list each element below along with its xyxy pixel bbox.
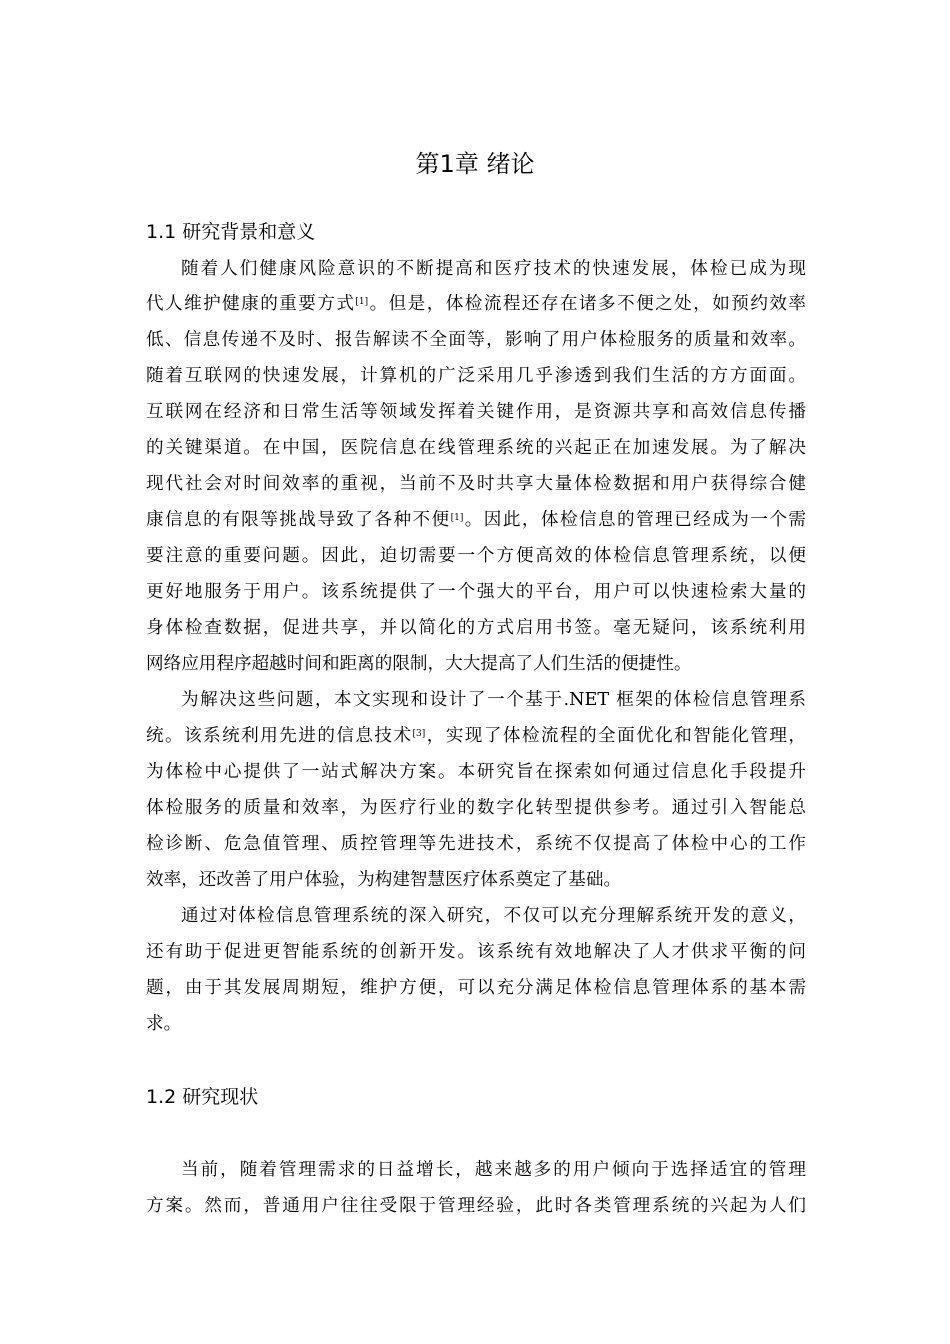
paragraph-line: 当前，随着管理需求的日益增长，越来越多的用户倾向于选择适宜的管理 <box>181 1160 806 1180</box>
paragraph-line: 体检服务的质量和效率，为医疗行业的数字化转型提供参考。通过引入智能总 <box>146 798 806 818</box>
paragraph-line: 方案。然而，普通用户往往受限于管理经验，此时各类管理系统的兴起为人们 <box>146 1196 806 1216</box>
paragraph-line: 更好地服务于用户。该系统提供了一个强大的平台，用户可以快速检索大量的 <box>146 582 806 602</box>
paragraph-line: 低、信息传递不及时、报告解读不全面等，影响了用户体检服务的质量和效率。 <box>146 330 806 350</box>
paragraph-line <box>146 292 806 316</box>
citation-ref[interactable]: [1] <box>355 297 369 307</box>
paragraph-line: 题，由于其发展周期短，维护方便，可以充分满足体检信息管理体系的基本需 <box>146 978 806 998</box>
paragraph-line: 要注意的重要问题。因此，迫切需要一个方便高效的体检信息管理系统，以便 <box>146 546 806 566</box>
paragraph-line: 身体检查数据，促进共享，并以简化的方式启用书签。毫无疑问，该系统利用 <box>146 618 806 638</box>
citation-ref[interactable]: [3] <box>412 729 426 739</box>
paragraph-line: 为解决这些问题，本文实现和设计了一个基于.NET 框架的体检信息管理系 <box>181 690 806 710</box>
text-run: 康信息的有限等挑战导致了各种不便 <box>146 510 451 530</box>
paragraph-line: 随着人们健康风险意识的不断提高和医疗技术的快速发展，体检已成为现 <box>181 259 806 279</box>
paragraph-line: 网络应用程序超越时间和距离的限制，大大提高了人们生活的便捷性。 <box>146 654 692 674</box>
section-heading-1-1: 1.1 研究背景和意义 <box>146 221 316 243</box>
paragraph-line: 效率，还改善了用户体验，为构建智慧医疗体系奠定了基础。 <box>146 870 622 890</box>
chapter-title: 第1章 绪论 <box>415 150 535 178</box>
text-run: ，实现了体检流程的全面优化和智能化管理， <box>425 726 806 746</box>
paragraph-line: 的关键渠道。在中国，医院信息在线管理系统的兴起正在加速发展。为了解决 <box>146 438 806 458</box>
paragraph-line: 为体检中心提供了一站式解决方案。本研究旨在探索如何通过信息化手段提升 <box>146 762 806 782</box>
text-run: 统。该系统利用先进的信息技术 <box>146 726 413 746</box>
paragraph-line <box>146 508 806 532</box>
paragraph-line <box>146 724 806 748</box>
paragraph-line: 随着互联网的快速发展，计算机的广泛采用几乎渗透到我们生活的方方面面。 <box>146 366 806 386</box>
text-run: 。但是，体检流程还存在诸多不便之处，如预约效率 <box>368 294 806 314</box>
paragraph-line: 求。 <box>146 1014 182 1034</box>
citation-ref[interactable]: [1] <box>450 513 464 523</box>
paragraph-line: 还有助于促进更智能系统的创新开发。该系统有效地解决了人才供求平衡的问 <box>146 942 806 962</box>
text-run: 代人维护健康的重要方式 <box>146 294 356 314</box>
paragraph-line: 检诊断、危急值管理、质控管理等先进技术，系统不仅提高了体检中心的工作 <box>146 834 806 854</box>
paragraph-line: 通过对体检信息管理系统的深入研究，不仅可以充分理解系统开发的意义， <box>181 906 806 926</box>
section-heading-1-2: 1.2 研究现状 <box>146 1086 259 1108</box>
paragraph-line: 互联网在经济和日常生活等领域发挥着关键作用，是资源共享和高效信息传播 <box>146 402 806 422</box>
paragraph-line: 现代社会对时间效率的重视，当前不及时共享大量体检数据和用户获得综合健 <box>146 474 806 494</box>
text-run: 。因此，体检信息的管理已经成为一个需 <box>463 510 806 530</box>
